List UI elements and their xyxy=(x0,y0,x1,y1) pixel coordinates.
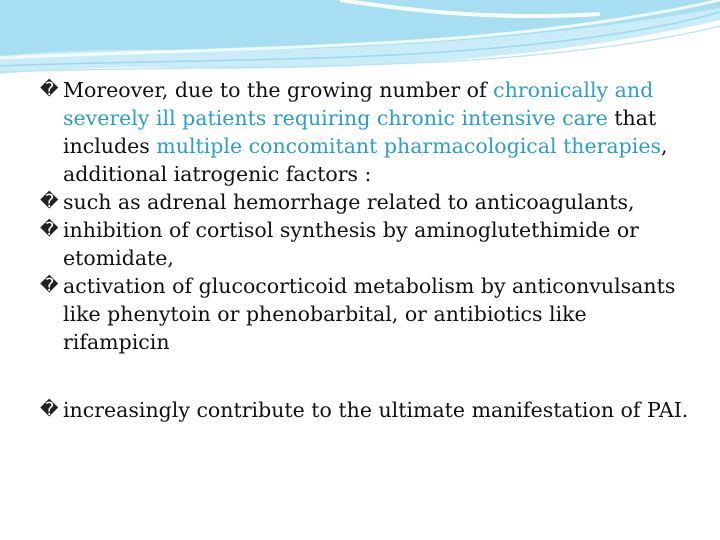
bullet-icon: � xyxy=(40,399,59,420)
paragraph-conclusion xyxy=(40,396,690,424)
paragraph-moreover xyxy=(40,76,690,188)
bullet-icon: � xyxy=(40,275,59,296)
text-segment: such as adrenal hemorrhage related to anticoagulants, xyxy=(63,190,635,214)
text-segment: increasingly contribute to the ultimate manifestation of PAI. xyxy=(63,398,689,422)
bullet-icon: � xyxy=(40,219,59,240)
slide-body xyxy=(40,76,690,424)
paragraph-glucocorticoid-activation xyxy=(40,272,690,356)
spacer xyxy=(40,356,690,396)
text-segment: inhibition of cortisol synthesis by aminoglutethimide or etomidate, xyxy=(63,218,639,270)
paragraph-cortisol-inhibition xyxy=(40,216,690,272)
text-segment: activation of glucocorticoid metabolism by anticonvulsants like phenytoin or phenobarbital, or antibiotics like rifampicin xyxy=(63,274,676,354)
bullet-icon: � xyxy=(40,191,59,212)
highlighted-text: multiple concomitant pharmacological therapies xyxy=(156,134,661,158)
text-segment: Moreover, due to the growing number of xyxy=(63,78,494,102)
bullet-icon: � xyxy=(40,79,59,100)
text-segment: that includes xyxy=(63,106,657,158)
text-segment: , additional iatrogenic factors : xyxy=(63,134,668,186)
highlighted-text: chronically and severely ill patients requiring chronic intensive care xyxy=(63,78,654,130)
paragraph-adrenal-hemorrhage xyxy=(40,188,690,216)
